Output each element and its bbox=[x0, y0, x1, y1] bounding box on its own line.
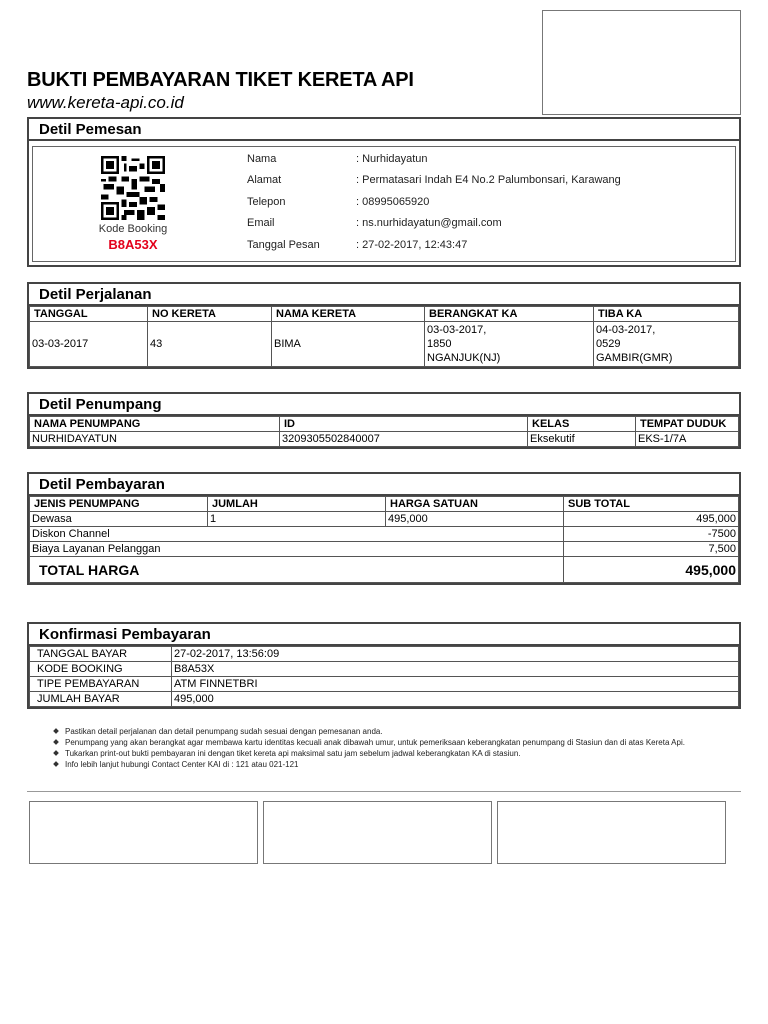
konfirmasi-value: 27-02-2017, 13:56:09 bbox=[172, 647, 739, 662]
konfirmasi-label: TANGGAL BAYAR bbox=[30, 647, 172, 662]
section-heading: Detil Perjalanan bbox=[29, 284, 739, 306]
column-header: TIBA KA bbox=[594, 307, 739, 322]
section-heading: Detil Penumpang bbox=[29, 394, 739, 416]
section-detil-perjalanan bbox=[27, 282, 741, 369]
berangkat-time: 1850 bbox=[427, 338, 452, 350]
cell-tiba bbox=[594, 322, 739, 367]
table-row bbox=[30, 542, 739, 557]
column-header: NO KERETA bbox=[148, 307, 272, 322]
notes-list bbox=[52, 726, 742, 770]
biaya-value: 7,500 bbox=[564, 542, 739, 557]
kode-booking-value: B8A53X bbox=[108, 237, 158, 252]
divider bbox=[27, 791, 741, 792]
cell-no-kereta: 43 bbox=[148, 322, 272, 367]
diskon-label: Diskon Channel bbox=[30, 527, 564, 542]
total-row bbox=[30, 557, 739, 583]
section-detil-penumpang bbox=[27, 392, 741, 449]
column-header: NAMA PENUMPANG bbox=[30, 417, 280, 432]
section-heading: Detil Pemesan bbox=[29, 119, 739, 141]
kode-booking-label: Kode Booking bbox=[98, 223, 168, 235]
list-item: Penumpang yang akan berangkat agar membawa kartu identitas kecuali anak dibawah umur, untuk pemeriksaan keberangkatan penumpang di Stasiun dan di atas Kereta Api. bbox=[52, 737, 742, 748]
column-header: SUB TOTAL bbox=[564, 497, 739, 512]
table-row bbox=[30, 432, 739, 447]
table-row bbox=[30, 677, 739, 692]
signature-box bbox=[263, 801, 492, 864]
cell-tempat-duduk: EKS-1/7A bbox=[636, 432, 739, 447]
cell-berangkat bbox=[425, 322, 594, 367]
table-row bbox=[30, 662, 739, 677]
cell-sub-total: 495,000 bbox=[564, 512, 739, 527]
field-value-email: : ns.nurhidayatun@gmail.com bbox=[356, 217, 502, 229]
section-heading: Konfirmasi Pembayaran bbox=[29, 624, 739, 646]
tiba-date: 04-03-2017, bbox=[596, 324, 656, 336]
konfirmasi-label: KODE BOOKING bbox=[30, 662, 172, 677]
website-url: www.kereta-api.co.id bbox=[27, 93, 184, 112]
column-header: JUMLAH bbox=[208, 497, 386, 512]
table-header-row bbox=[30, 417, 739, 432]
konfirmasi-label: JUMLAH BAYAR bbox=[30, 692, 172, 707]
table-header-row bbox=[30, 497, 739, 512]
table-row bbox=[30, 692, 739, 707]
column-header: TANGGAL bbox=[30, 307, 148, 322]
total-label: TOTAL HARGA bbox=[30, 557, 564, 583]
perjalanan-table bbox=[29, 306, 739, 367]
cell-jumlah: 1 bbox=[208, 512, 386, 527]
table-row bbox=[30, 647, 739, 662]
signature-box bbox=[29, 801, 258, 864]
field-label-nama: Nama bbox=[247, 153, 277, 165]
section-detil-pemesan bbox=[27, 117, 741, 267]
konfirmasi-table bbox=[29, 646, 739, 707]
konfirmasi-value: 495,000 bbox=[172, 692, 739, 707]
qr-code-icon bbox=[101, 156, 165, 220]
field-value-nama: : Nurhidayatun bbox=[356, 153, 428, 165]
section-detil-pembayaran bbox=[27, 472, 741, 585]
konfirmasi-value: ATM FINNETBRI bbox=[172, 677, 739, 692]
document-title: BUKTI PEMBAYARAN TIKET KERETA API bbox=[27, 69, 414, 91]
pembayaran-table bbox=[29, 496, 739, 583]
cell-id: 3209305502840007 bbox=[280, 432, 528, 447]
biaya-label: Biaya Layanan Pelanggan bbox=[30, 542, 564, 557]
diskon-value: -7500 bbox=[564, 527, 739, 542]
penumpang-table bbox=[29, 416, 739, 447]
column-header: BERANGKAT KA bbox=[425, 307, 594, 322]
section-heading: Detil Pembayaran bbox=[29, 474, 739, 496]
cell-nama-penumpang: NURHIDAYATUN bbox=[30, 432, 280, 447]
field-value-alamat: : Permatasari Indah E4 No.2 Palumbonsari, Karawang bbox=[356, 174, 621, 186]
column-header: NAMA KERETA bbox=[272, 307, 425, 322]
list-item: Info lebih lanjut hubungi Contact Center KAI di : 121 atau 021-121 bbox=[52, 759, 742, 770]
cell-tanggal: 03-03-2017 bbox=[30, 322, 148, 367]
field-value-tanggal-pesan: : 27-02-2017, 12:43:47 bbox=[356, 239, 468, 251]
tiba-station: GAMBIR(GMR) bbox=[596, 352, 673, 364]
cell-jenis: Dewasa bbox=[30, 512, 208, 527]
total-value: 495,000 bbox=[564, 557, 739, 583]
column-header: JENIS PENUMPANG bbox=[30, 497, 208, 512]
section-konfirmasi-pembayaran bbox=[27, 622, 741, 709]
tiba-time: 0529 bbox=[596, 338, 621, 350]
cell-harga-satuan: 495,000 bbox=[386, 512, 564, 527]
table-row bbox=[30, 527, 739, 542]
field-label-alamat: Alamat bbox=[247, 174, 282, 186]
table-header-row bbox=[30, 307, 739, 322]
field-label-tanggal-pesan: Tanggal Pesan bbox=[247, 239, 320, 251]
list-item: Tukarkan print-out bukti pembayaran ini dengan tiket kereta api maksimal satu jam sebelum jadwal keberangkatan KA di stasiun. bbox=[52, 748, 742, 759]
column-header: TEMPAT DUDUK bbox=[636, 417, 739, 432]
signature-box bbox=[497, 801, 726, 864]
logo-placeholder-box bbox=[542, 10, 741, 115]
table-row bbox=[30, 322, 739, 367]
list-item: Pastikan detail perjalanan dan detail penumpang sudah sesuai dengan pemesanan anda. bbox=[52, 726, 742, 737]
column-header: HARGA SATUAN bbox=[386, 497, 564, 512]
field-label-telepon: Telepon bbox=[247, 196, 286, 208]
pemesan-body bbox=[32, 146, 736, 262]
field-label-email: Email bbox=[247, 217, 275, 229]
column-header: KELAS bbox=[528, 417, 636, 432]
konfirmasi-value: B8A53X bbox=[172, 662, 739, 677]
table-row bbox=[30, 512, 739, 527]
column-header: ID bbox=[280, 417, 528, 432]
berangkat-station: NGANJUK(NJ) bbox=[427, 352, 501, 364]
field-value-telepon: : 08995065920 bbox=[356, 196, 430, 208]
cell-kelas: Eksekutif bbox=[528, 432, 636, 447]
konfirmasi-label: TIPE PEMBAYARAN bbox=[30, 677, 172, 692]
berangkat-date: 03-03-2017, bbox=[427, 324, 487, 336]
cell-nama-kereta: BIMA bbox=[272, 322, 425, 367]
